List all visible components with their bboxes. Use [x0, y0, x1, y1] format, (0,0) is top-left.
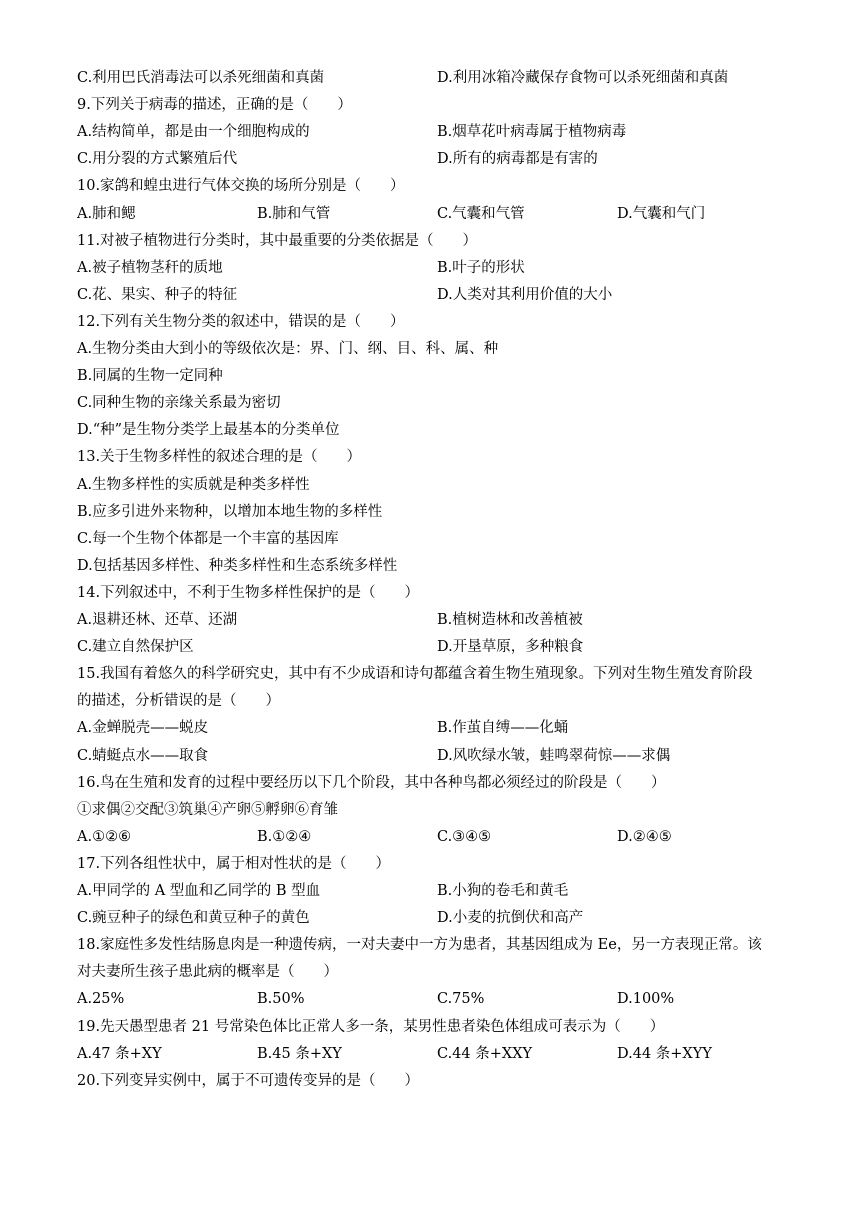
option-row: [77, 607, 797, 634]
answer-option: C.利用巴氏消毒法可以杀死细菌和真菌: [77, 70, 325, 86]
question-text: 16.鸟在生殖和发育的过程中要经历以下几个阶段，其中各种鸟都必须经过的阶段是（ ）: [77, 774, 666, 791]
question-text: B.应多引进外来物种，以增加本地生物的多样性: [77, 503, 383, 520]
question-text: C.同种生物的亲缘关系最为密切: [77, 395, 281, 412]
answer-option: A.金蝉脱壳——蜕皮: [77, 720, 209, 737]
option-row: [77, 65, 797, 92]
question-text: 12.下列有关生物分类的叙述中，错误的是（ ）: [77, 313, 405, 330]
question-text: 对夫妻所生孩子患此病的概率是（ ）: [77, 964, 338, 981]
answer-option: C.75%: [437, 991, 485, 1008]
question-text: ①求偶②交配③筑巢④产卵⑤孵卵⑥育雏: [77, 801, 338, 818]
answer-option: C.蜻蜓点水——取食: [77, 747, 209, 764]
option-row: [77, 201, 797, 228]
question-text: 17.下列各组性状中，属于相对性状的是（ ）: [77, 855, 391, 872]
answer-option: A.①②⑥: [77, 828, 132, 845]
answer-option: A.被子植物茎秆的质地: [77, 259, 223, 276]
answer-option: D.100%: [617, 991, 675, 1008]
option-row: [77, 146, 797, 173]
answer-option: D.开垦草原，多种粮食: [437, 639, 584, 656]
option-row: [77, 824, 797, 851]
answer-option: D.利用冰箱冷藏保存食物可以杀死细菌和真菌: [437, 70, 729, 86]
question-text: D.“种”是生物分类学上最基本的分类单位: [77, 422, 340, 439]
question-text: C.每一个生物个体都是一个丰富的基因库: [77, 530, 339, 547]
answer-option: C.用分裂的方式繁殖后代: [77, 151, 238, 168]
option-row: [77, 743, 797, 770]
answer-option: B.小狗的卷毛和黄毛: [437, 883, 569, 899]
answer-option: A.肺和鳃: [77, 205, 136, 222]
question-text: A.生物多样性的实质就是种类多样性: [77, 476, 310, 493]
question-text: 15.我国有着悠久的科学研究史，其中有不少成语和诗句都蕴含着生物生殖现象。下列对生物生殖发育阶段: [77, 666, 753, 683]
answer-option: B.作茧自缚——化蛹: [437, 720, 569, 737]
question-text: 的描述，分析错误的是（ ）: [77, 693, 280, 710]
answer-option: B.45 条+XY: [257, 1045, 342, 1062]
answer-option: B.①②④: [257, 828, 312, 845]
answer-option: B.肺和气管: [257, 205, 331, 222]
option-row: [77, 986, 797, 1013]
answer-option: D.所有的病毒都是有害的: [437, 151, 598, 168]
answer-option: C.豌豆种子的绿色和黄豆种子的黄色: [77, 910, 310, 927]
question-text: 9.下列关于病毒的描述，正确的是（ ）: [77, 97, 352, 114]
question-text: 11.对被子植物进行分类时，其中最重要的分类依据是（ ）: [77, 232, 478, 249]
answer-option: A.退耕还林、还草、还湖: [77, 612, 238, 628]
answer-option: A.结构简单，都是由一个细胞构成的: [77, 124, 310, 141]
answer-option: A.47 条+XY: [77, 1045, 162, 1062]
answer-option: D.气囊和气门: [617, 205, 706, 222]
answer-option: D.44 条+XYY: [617, 1045, 712, 1062]
answer-option: A.25%: [77, 991, 125, 1008]
question-text: A.生物分类由大到小的等级依次是：界、门、纲、目、科、属、种: [77, 341, 499, 357]
answer-option: D.②④⑤: [617, 828, 672, 845]
question-text: 10.家鸽和蝗虫进行气体交换的场所分别是（ ）: [77, 178, 405, 195]
option-row: [77, 878, 797, 905]
question-text: 13.关于生物多样性的叙述合理的是（ ）: [77, 449, 362, 466]
answer-option: C.44 条+XXY: [437, 1045, 533, 1062]
answer-option: B.50%: [257, 991, 305, 1008]
option-row: [77, 119, 797, 146]
answer-option: D.小麦的抗倒伏和高产: [437, 910, 584, 927]
answer-option: C.花、果实、种子的特征: [77, 286, 238, 303]
option-row: [77, 1041, 797, 1068]
question-text: 20.下列变异实例中，属于不可遗传变异的是（ ）: [77, 1072, 420, 1089]
answer-option: B.烟草花叶病毒属于植物病毒: [437, 124, 627, 141]
option-row: [77, 282, 797, 309]
answer-option: D.风吹绿水皱，蛙鸣翠荷惊——求偶: [437, 747, 671, 764]
answer-option: B.植树造林和改善植被: [437, 612, 583, 628]
option-row: [77, 634, 797, 661]
answer-option: B.叶子的形状: [437, 259, 525, 276]
question-text: 14.下列叙述中，不利于生物多样性保护的是（ ）: [77, 584, 420, 601]
question-text: 19.先天愚型患者 21 号常染色体比正常人多一条，某男性患者染色体组成可表示为（ ）: [77, 1018, 665, 1035]
question-text: B.同属的生物一定同种: [77, 368, 223, 385]
option-row: [77, 715, 797, 742]
answer-option: D.人类对其利用价值的大小: [437, 286, 613, 303]
question-text: 18.家庭性多发性结肠息肉是一种遗传病，一对夫妻中一方为患者，其基因组成为 Ee，另一方表现正常。该: [77, 937, 762, 954]
answer-option: A.甲同学的 A 型血和乙同学的 B 型血: [77, 883, 321, 899]
answer-option: C.气囊和气管: [437, 205, 525, 222]
answer-option: C.③④⑤: [437, 828, 492, 845]
option-row: [77, 255, 797, 282]
question-text: D.包括基因多样性、种类多样性和生态系统多样性: [77, 557, 398, 574]
option-row: [77, 905, 797, 932]
answer-option: C.建立自然保护区: [77, 639, 194, 656]
